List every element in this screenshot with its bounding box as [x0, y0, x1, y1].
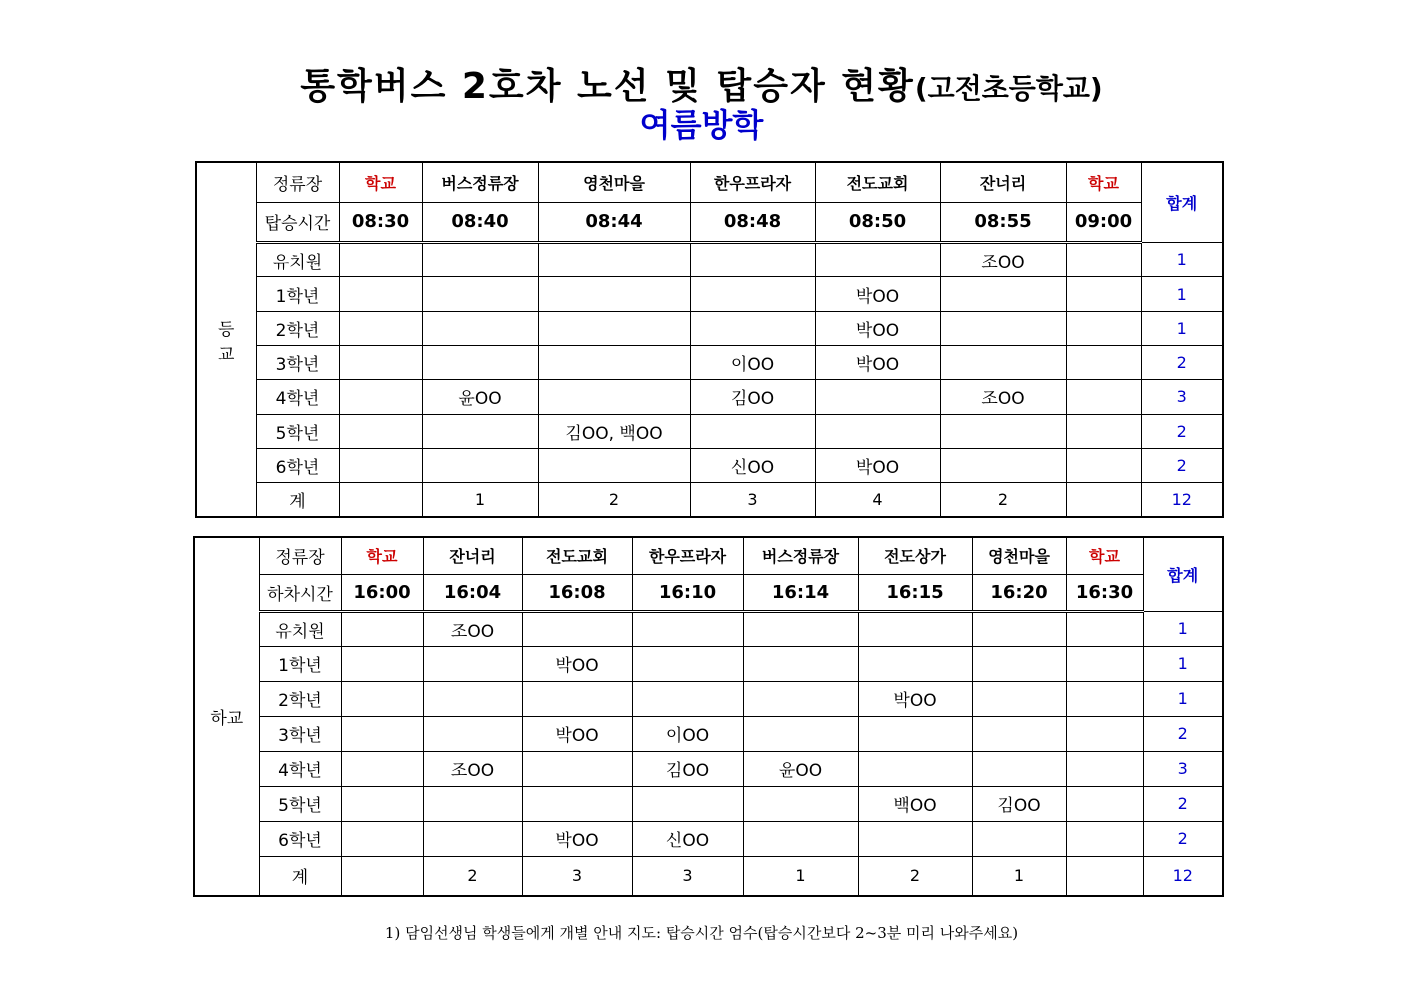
stop-name: 잔너리 [423, 537, 522, 574]
grade-label: 1학년 [259, 646, 341, 681]
stop-header: 정류장 [259, 537, 341, 574]
grade-label: 1학년 [256, 277, 339, 311]
grade-label: 5학년 [259, 786, 341, 821]
passenger-cell [423, 681, 522, 716]
passenger-cell [1066, 380, 1141, 414]
passenger-cell: 신OO [690, 448, 815, 482]
row-total: 1 [1141, 277, 1223, 311]
passenger-cell [1066, 786, 1143, 821]
passenger-cell [522, 786, 632, 821]
morning-route-table [195, 161, 1224, 518]
grade-label: 5학년 [256, 414, 339, 448]
passenger-cell [538, 277, 690, 311]
grade-label: 유치원 [256, 243, 339, 277]
passenger-cell [423, 786, 522, 821]
sum-row [194, 856, 1223, 896]
passenger-cell [538, 346, 690, 380]
grand-total: 12 [1141, 483, 1223, 517]
passenger-cell [341, 751, 423, 786]
table-row [194, 611, 1223, 646]
passenger-cell [940, 277, 1066, 311]
stop-row [196, 162, 1223, 202]
passenger-cell [538, 448, 690, 482]
passenger-cell [632, 786, 743, 821]
passenger-cell [940, 448, 1066, 482]
passenger-cell: 박OO [815, 346, 940, 380]
passenger-cell [1066, 716, 1143, 751]
passenger-cell [743, 681, 858, 716]
passenger-cell [632, 681, 743, 716]
sum-cell: 1 [972, 856, 1066, 896]
passenger-cell [1066, 243, 1141, 277]
row-total: 1 [1143, 611, 1223, 646]
passenger-cell [815, 243, 940, 277]
passenger-cell [422, 414, 538, 448]
total-header: 합계 [1143, 537, 1223, 611]
passenger-cell: 백OO [858, 786, 972, 821]
stop-name: 한우프라자 [632, 537, 743, 574]
time-cell: 16:04 [423, 574, 522, 611]
page-subtitle: 여름방학 [639, 106, 764, 144]
row-total: 3 [1141, 380, 1223, 414]
passenger-cell [743, 611, 858, 646]
sum-cell: 3 [632, 856, 743, 896]
time-cell: 08:50 [815, 202, 940, 242]
passenger-cell [972, 681, 1066, 716]
stop-name: 잔너리 [940, 162, 1066, 202]
passenger-cell [1066, 821, 1143, 856]
time-cell: 09:00 [1066, 202, 1141, 242]
passenger-cell [423, 646, 522, 681]
time-cell: 08:48 [690, 202, 815, 242]
passenger-cell [422, 346, 538, 380]
passenger-cell [632, 611, 743, 646]
passenger-cell [339, 311, 422, 345]
time-cell: 16:14 [743, 574, 858, 611]
stop-name: 전도교회 [815, 162, 940, 202]
passenger-cell: 박OO [815, 277, 940, 311]
stop-header: 정류장 [256, 162, 339, 202]
passenger-cell [339, 448, 422, 482]
total-header: 합계 [1141, 162, 1223, 243]
grade-label: 4학년 [256, 380, 339, 414]
passenger-cell [1066, 311, 1141, 345]
stop-name: 한우프라자 [690, 162, 815, 202]
table-row [194, 716, 1223, 751]
passenger-cell [341, 611, 423, 646]
passenger-cell [1066, 277, 1141, 311]
passenger-cell [1066, 346, 1141, 380]
passenger-cell [422, 311, 538, 345]
row-total: 2 [1143, 716, 1223, 751]
stop-name: 영천마을 [972, 537, 1066, 574]
passenger-cell [1066, 646, 1143, 681]
row-total: 3 [1143, 751, 1223, 786]
grade-label: 2학년 [259, 681, 341, 716]
stop-name: 학교 [341, 537, 423, 574]
sum-row [196, 483, 1223, 517]
passenger-cell [422, 277, 538, 311]
passenger-cell [341, 716, 423, 751]
row-total: 1 [1141, 243, 1223, 277]
passenger-cell [743, 821, 858, 856]
passenger-cell: 이OO [632, 716, 743, 751]
passenger-cell [522, 681, 632, 716]
passenger-cell [972, 716, 1066, 751]
row-total: 2 [1143, 821, 1223, 856]
stop-name: 학교 [1066, 162, 1141, 202]
table-row [194, 821, 1223, 856]
passenger-cell [632, 646, 743, 681]
sum-label: 계 [256, 483, 339, 517]
table-row [196, 414, 1223, 448]
table-row [196, 448, 1223, 482]
passenger-cell [743, 646, 858, 681]
stop-name: 버스정류장 [422, 162, 538, 202]
time-cell: 16:10 [632, 574, 743, 611]
passenger-cell [972, 646, 1066, 681]
passenger-cell [522, 751, 632, 786]
sum-cell [1066, 483, 1141, 517]
time-cell: 16:08 [522, 574, 632, 611]
passenger-cell [815, 414, 940, 448]
row-total: 1 [1143, 681, 1223, 716]
row-total: 2 [1143, 786, 1223, 821]
time-cell: 16:20 [972, 574, 1066, 611]
sum-cell: 2 [538, 483, 690, 517]
title-main: 통학버스 2호차 노선 및 탑승자 현황 [300, 66, 915, 107]
passenger-cell [522, 611, 632, 646]
passenger-cell [538, 311, 690, 345]
passenger-cell [690, 243, 815, 277]
passenger-cell [690, 277, 815, 311]
passenger-cell [1066, 448, 1141, 482]
sum-cell: 2 [858, 856, 972, 896]
title-school: (고전초등학교) [914, 72, 1103, 105]
time-cell: 08:40 [422, 202, 538, 242]
time-cell: 08:30 [339, 202, 422, 242]
sum-cell: 1 [422, 483, 538, 517]
passenger-cell [858, 646, 972, 681]
passenger-cell [339, 380, 422, 414]
passenger-cell [423, 716, 522, 751]
passenger-cell [1066, 681, 1143, 716]
time-cell: 16:30 [1066, 574, 1143, 611]
passenger-cell [972, 751, 1066, 786]
grade-label: 6학년 [256, 448, 339, 482]
table-row [194, 681, 1223, 716]
stop-name: 전도상가 [858, 537, 972, 574]
passenger-cell: 박OO [522, 716, 632, 751]
passenger-cell [858, 751, 972, 786]
table-row [196, 243, 1223, 277]
passenger-cell [341, 786, 423, 821]
time-cell: 08:55 [940, 202, 1066, 242]
row-total: 1 [1143, 646, 1223, 681]
table-row [194, 646, 1223, 681]
row-total: 2 [1141, 448, 1223, 482]
stop-name: 버스정류장 [743, 537, 858, 574]
passenger-cell: 김OO, 백OO [538, 414, 690, 448]
grade-label: 4학년 [259, 751, 341, 786]
passenger-cell: 조OO [423, 611, 522, 646]
passenger-cell [690, 414, 815, 448]
passenger-cell: 이OO [690, 346, 815, 380]
passenger-cell: 조OO [940, 380, 1066, 414]
passenger-cell [858, 611, 972, 646]
time-row [196, 202, 1223, 242]
passenger-cell: 박OO [522, 646, 632, 681]
sum-label: 계 [259, 856, 341, 896]
section-label: 하교 [194, 537, 259, 896]
sum-cell: 3 [690, 483, 815, 517]
passenger-cell [972, 821, 1066, 856]
sum-cell: 1 [743, 856, 858, 896]
sum-cell [341, 856, 423, 896]
time-cell: 08:44 [538, 202, 690, 242]
row-total: 2 [1141, 414, 1223, 448]
passenger-cell: 박OO [522, 821, 632, 856]
stop-name: 학교 [339, 162, 422, 202]
passenger-cell: 박OO [815, 311, 940, 345]
sum-cell: 4 [815, 483, 940, 517]
table-row [194, 786, 1223, 821]
table-row [196, 346, 1223, 380]
passenger-cell [858, 716, 972, 751]
passenger-cell: 박OO [815, 448, 940, 482]
passenger-cell: 김OO [632, 751, 743, 786]
passenger-cell [341, 646, 423, 681]
afternoon-route-table [193, 536, 1224, 897]
passenger-cell [940, 311, 1066, 345]
grade-label: 유치원 [259, 611, 341, 646]
table-row [196, 380, 1223, 414]
sum-cell: 2 [423, 856, 522, 896]
sum-cell [1066, 856, 1143, 896]
passenger-cell [1066, 611, 1143, 646]
passenger-cell [1066, 414, 1141, 448]
stop-row [194, 537, 1223, 574]
passenger-cell [972, 611, 1066, 646]
passenger-cell: 신OO [632, 821, 743, 856]
time-row [194, 574, 1223, 611]
stop-name: 학교 [1066, 537, 1143, 574]
passenger-cell [690, 311, 815, 345]
section-label: 등 교 [196, 162, 256, 517]
passenger-cell: 윤OO [743, 751, 858, 786]
passenger-cell [339, 277, 422, 311]
table-row [196, 311, 1223, 345]
time-header: 하차시간 [259, 574, 341, 611]
passenger-cell [538, 243, 690, 277]
passenger-cell [940, 346, 1066, 380]
time-header: 탑승시간 [256, 202, 339, 242]
grade-label: 3학년 [256, 346, 339, 380]
passenger-cell [339, 346, 422, 380]
passenger-cell: 김OO [972, 786, 1066, 821]
grade-label: 3학년 [259, 716, 341, 751]
passenger-cell [341, 681, 423, 716]
passenger-cell [940, 414, 1066, 448]
time-cell: 16:15 [858, 574, 972, 611]
stop-name: 영천마을 [538, 162, 690, 202]
grade-label: 6학년 [259, 821, 341, 856]
grand-total: 12 [1143, 856, 1223, 896]
passenger-cell [538, 380, 690, 414]
grade-label: 2학년 [256, 311, 339, 345]
table-row [194, 751, 1223, 786]
time-cell: 16:00 [341, 574, 423, 611]
passenger-cell [422, 448, 538, 482]
passenger-cell [815, 380, 940, 414]
sum-cell: 2 [940, 483, 1066, 517]
sum-cell [339, 483, 422, 517]
sum-cell: 3 [522, 856, 632, 896]
passenger-cell: 윤OO [422, 380, 538, 414]
passenger-cell [743, 716, 858, 751]
passenger-cell: 김OO [690, 380, 815, 414]
stop-name: 전도교회 [522, 537, 632, 574]
passenger-cell [423, 821, 522, 856]
table-row [196, 277, 1223, 311]
passenger-cell: 조OO [423, 751, 522, 786]
row-total: 1 [1141, 311, 1223, 345]
row-total: 2 [1141, 346, 1223, 380]
passenger-cell [1066, 751, 1143, 786]
passenger-cell [858, 821, 972, 856]
passenger-cell [339, 243, 422, 277]
passenger-cell [422, 243, 538, 277]
passenger-cell [341, 821, 423, 856]
passenger-cell: 박OO [858, 681, 972, 716]
passenger-cell: 조OO [940, 243, 1066, 277]
passenger-cell [743, 786, 858, 821]
footnote: 1) 담임선생님 학생들에게 개별 안내 지도: 탑승시간 엄수(탑승시간보다 2~3분 미리 나와주세요) [384, 924, 1019, 942]
passenger-cell [339, 414, 422, 448]
